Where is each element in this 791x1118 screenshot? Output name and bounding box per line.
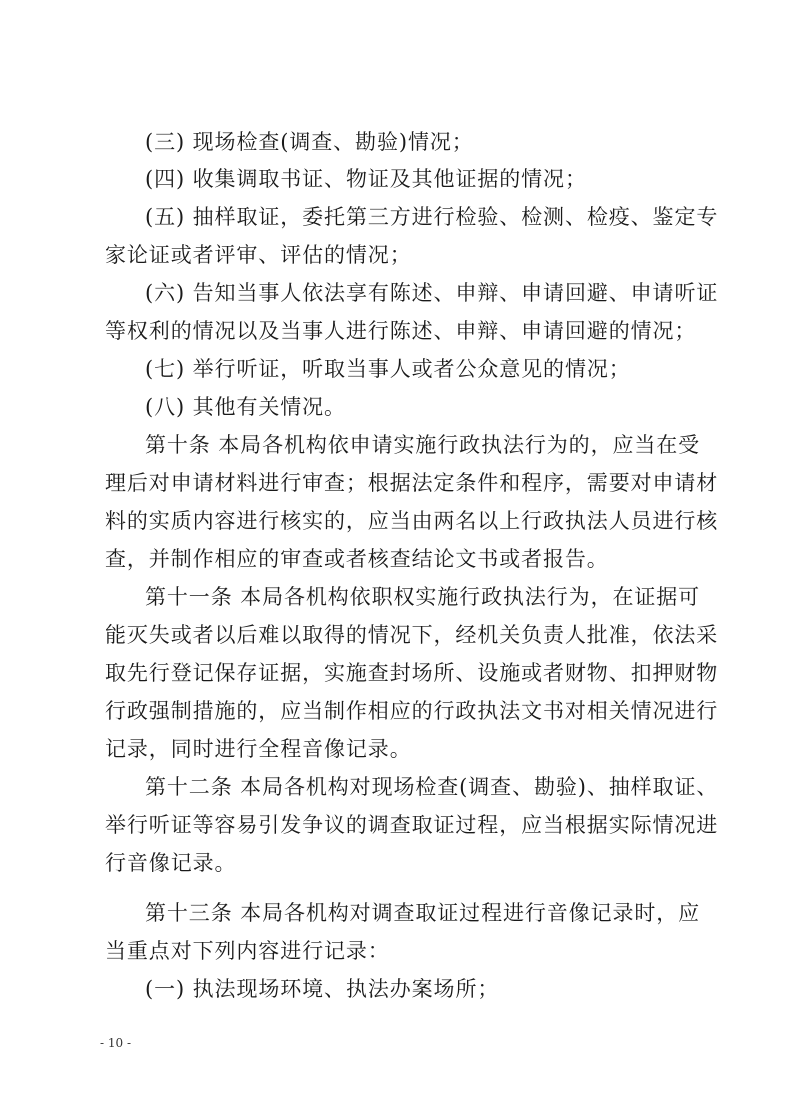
text-line: 料的实质内容进行核实的，应当由两名以上行政执法人员进行核	[105, 509, 719, 533]
text-line: 当重点对下列内容进行记录：	[105, 939, 390, 963]
article-10-line: 第十条 本局各机构依申请实施行政执法行为的，应当在受	[145, 433, 701, 457]
text-line: 举行听证等容易引发争议的调查取证过程，应当根据实际情况进	[105, 813, 719, 837]
text-line: (八) 其他有关情况。	[145, 395, 346, 419]
text-line: 等权利的情况以及当事人进行陈述、申辩、申请回避的情况；	[105, 319, 697, 343]
text-line: (四) 收集调取书证、物证及其他证据的情况；	[145, 167, 587, 191]
text-line: (三) 现场检查(调查、勘验)情况；	[145, 130, 474, 154]
text-line: 查，并制作相应的审查或者核查结论文书或者报告。	[105, 547, 609, 571]
text-line: (七) 举行听证，听取当事人或者公众意见的情况；	[145, 357, 631, 381]
text-line: 理后对申请材料进行审查；根据法定条件和程序，需要对申请材	[105, 471, 719, 495]
text-line: (五) 抽样取证，委托第三方进行检验、检测、检疫、鉴定专	[145, 205, 719, 229]
text-line: 行政强制措施的，应当制作相应的行政执法文书对相关情况进行	[105, 699, 719, 723]
article-12-line: 第十二条 本局各机构对现场检查(调查、勘验)、抽样取证、	[145, 775, 719, 799]
article-11-line: 第十一条 本局各机构依职权实施行政执法行为，在证据可	[145, 585, 701, 609]
text-line: 家论证或者评审、评估的情况；	[105, 243, 412, 267]
text-line: 行音像记录。	[105, 851, 237, 875]
text-line: (六) 告知当事人依法享有陈述、申辩、申请回避、申请听证	[145, 281, 719, 305]
text-line: 取先行登记保存证据，实施查封场所、设施或者财物、扣押财物	[105, 661, 719, 685]
text-line: 能灭失或者以后难以取得的情况下，经机关负责人批准，依法采	[105, 623, 719, 647]
page-number: - 10 -	[100, 1036, 132, 1050]
text-line: 记录，同时进行全程音像记录。	[105, 737, 412, 761]
text-line: (一) 执法现场环境、执法办案场所；	[145, 977, 500, 1001]
article-13-line: 第十三条 本局各机构对调查取证过程进行音像记录时，应	[145, 901, 701, 925]
